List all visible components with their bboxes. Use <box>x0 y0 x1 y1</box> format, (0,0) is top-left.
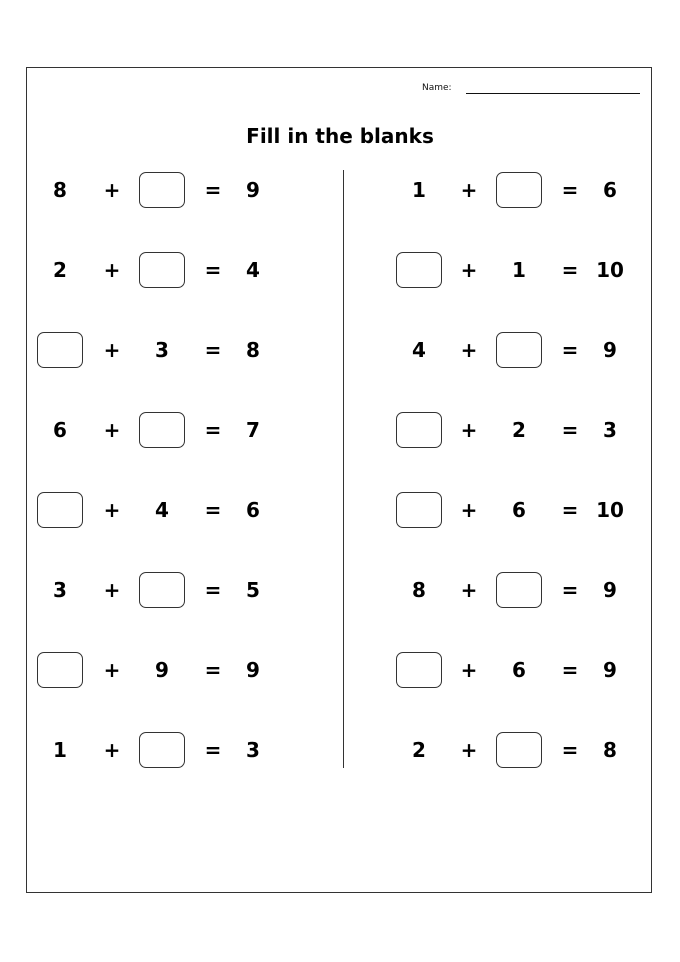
equals-sign: = <box>204 578 222 602</box>
name-input-line[interactable] <box>466 93 640 94</box>
sum-number: 10 <box>596 258 624 282</box>
plus-sign: + <box>103 738 121 762</box>
plus-sign: + <box>103 258 121 282</box>
answer-blank-box[interactable] <box>396 252 442 288</box>
answer-blank-box[interactable] <box>496 172 542 208</box>
sum-number: 9 <box>603 338 617 362</box>
answer-blank-box[interactable] <box>396 492 442 528</box>
equals-sign: = <box>561 658 579 682</box>
answer-blank-box[interactable] <box>37 492 83 528</box>
sum-number: 3 <box>246 738 260 762</box>
equals-sign: = <box>561 738 579 762</box>
answer-blank-box[interactable] <box>139 572 185 608</box>
worksheet-title: Fill in the blanks <box>246 124 434 148</box>
plus-sign: + <box>460 178 478 202</box>
answer-blank-box[interactable] <box>496 332 542 368</box>
plus-sign: + <box>103 418 121 442</box>
addend-number: 4 <box>412 338 426 362</box>
addend-number: 1 <box>53 738 67 762</box>
name-label: Name: <box>422 83 452 93</box>
equals-sign: = <box>204 178 222 202</box>
addend-number: 3 <box>53 578 67 602</box>
sum-number: 9 <box>603 658 617 682</box>
addend-number: 2 <box>412 738 426 762</box>
answer-blank-box[interactable] <box>496 732 542 768</box>
addend-number: 8 <box>412 578 426 602</box>
addend-number: 2 <box>512 418 526 442</box>
sum-number: 8 <box>246 338 260 362</box>
answer-blank-box[interactable] <box>139 732 185 768</box>
equals-sign: = <box>561 578 579 602</box>
plus-sign: + <box>460 498 478 522</box>
answer-blank-box[interactable] <box>396 652 442 688</box>
equals-sign: = <box>204 498 222 522</box>
sum-number: 6 <box>246 498 260 522</box>
plus-sign: + <box>103 498 121 522</box>
addend-number: 6 <box>512 658 526 682</box>
addend-number: 1 <box>512 258 526 282</box>
equals-sign: = <box>204 738 222 762</box>
equals-sign: = <box>561 338 579 362</box>
equals-sign: = <box>561 178 579 202</box>
sum-number: 6 <box>603 178 617 202</box>
answer-blank-box[interactable] <box>396 412 442 448</box>
plus-sign: + <box>460 258 478 282</box>
equals-sign: = <box>561 418 579 442</box>
addend-number: 6 <box>512 498 526 522</box>
sum-number: 9 <box>603 578 617 602</box>
sum-number: 4 <box>246 258 260 282</box>
sum-number: 10 <box>596 498 624 522</box>
plus-sign: + <box>103 178 121 202</box>
addend-number: 1 <box>412 178 426 202</box>
answer-blank-box[interactable] <box>37 332 83 368</box>
equals-sign: = <box>561 498 579 522</box>
addend-number: 3 <box>155 338 169 362</box>
plus-sign: + <box>103 338 121 362</box>
addend-number: 2 <box>53 258 67 282</box>
sum-number: 9 <box>246 178 260 202</box>
answer-blank-box[interactable] <box>496 572 542 608</box>
equals-sign: = <box>561 258 579 282</box>
plus-sign: + <box>460 658 478 682</box>
equals-sign: = <box>204 258 222 282</box>
sum-number: 9 <box>246 658 260 682</box>
plus-sign: + <box>460 738 478 762</box>
sum-number: 5 <box>246 578 260 602</box>
equals-sign: = <box>204 418 222 442</box>
addend-number: 8 <box>53 178 67 202</box>
sum-number: 8 <box>603 738 617 762</box>
addend-number: 6 <box>53 418 67 442</box>
plus-sign: + <box>103 658 121 682</box>
addend-number: 9 <box>155 658 169 682</box>
plus-sign: + <box>460 338 478 362</box>
answer-blank-box[interactable] <box>139 172 185 208</box>
plus-sign: + <box>460 418 478 442</box>
equals-sign: = <box>204 658 222 682</box>
answer-blank-box[interactable] <box>37 652 83 688</box>
addend-number: 4 <box>155 498 169 522</box>
answer-blank-box[interactable] <box>139 252 185 288</box>
sum-number: 7 <box>246 418 260 442</box>
answer-blank-box[interactable] <box>139 412 185 448</box>
sum-number: 3 <box>603 418 617 442</box>
plus-sign: + <box>103 578 121 602</box>
equals-sign: = <box>204 338 222 362</box>
column-divider <box>343 170 344 768</box>
plus-sign: + <box>460 578 478 602</box>
